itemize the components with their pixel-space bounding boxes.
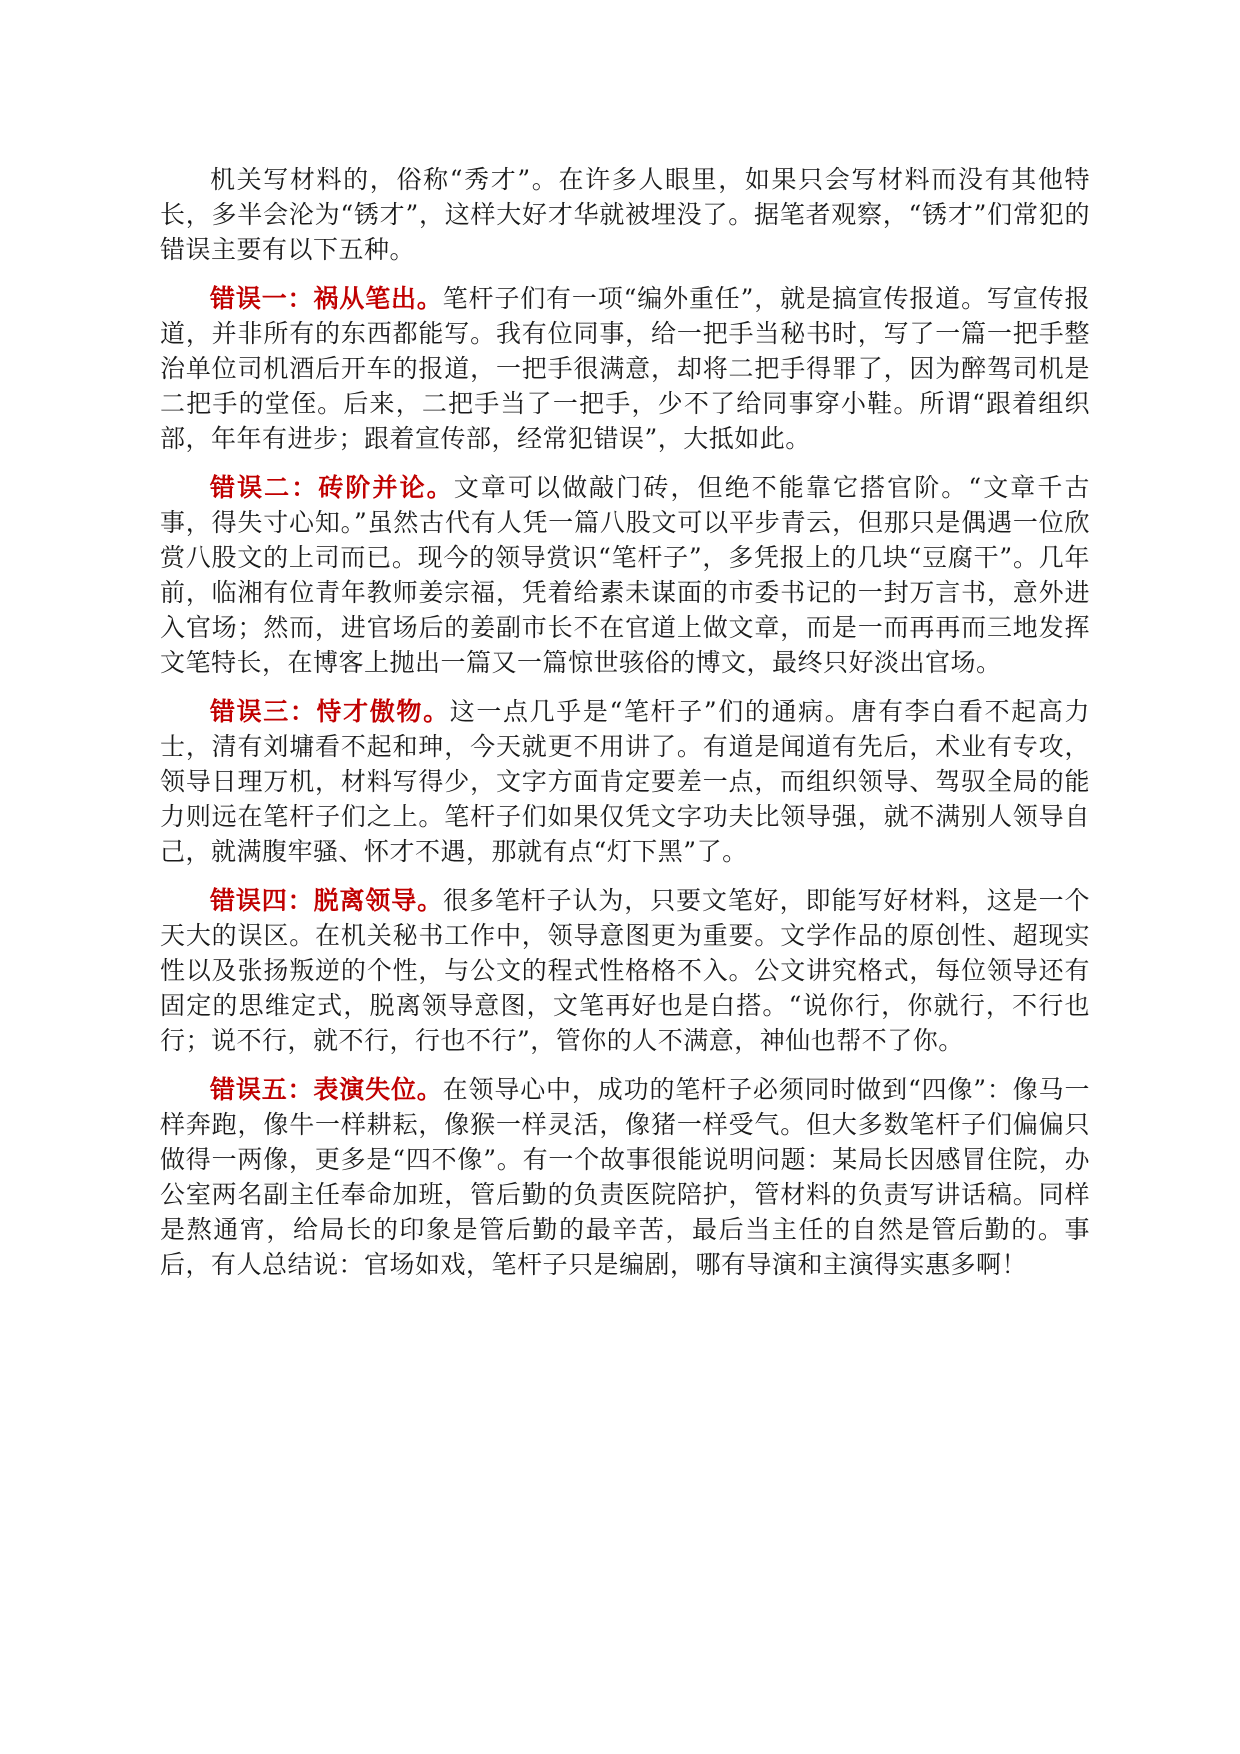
section-error-2 (160, 470, 1090, 680)
section-heading: 错误五：表演失位。 (210, 1075, 443, 1104)
intro-paragraph: 机关写材料的，俗称“秀才”。在许多人眼里，如果只会写材料而没有其他特长，多半会沦为“锈才”，这样大好才华就被埋没了。据笔者观察，“锈才”们常犯的错误主要有以下五种。 (160, 165, 1090, 264)
section-heading: 错误三：恃才傲物。 (210, 697, 450, 726)
section-body: 很多笔杆子认为，只要文笔好，即能写好材料，这是一个天大的误区。在机关秘书工作中，领导意图更为重要。文学作品的原创性、超现实性以及张扬叛逆的个性，与公文的程式性格格不入。公文讲究格式，每位领导还有固定的思维定式，脱离领导意图，文笔再好也是白搭。“说你行，你就行，不行也行；说不行，就不行，行也不行”，管你的人不满意，神仙也帮不了你。 (160, 886, 1090, 1055)
section-body: 文章可以做敲门砖，但绝不能靠它搭官阶。“文章千古事，得失寸心知。”虽然古代有人凭一篇八股文可以平步青云，但那只是偶遇一位欣赏八股文的上司而已。现今的领导赏识“笔杆子”，多凭报上的几块“豆腐干”。几年前，临湘有位青年教师姜宗福，凭着给素未谋面的市委书记的一封万言书，意外进入官场；然而，进官场后的姜副市长不在官道上做文章，而是一而再再而三地发挥文笔特长，在博客上抛出一篇又一篇惊世骇俗的博文，最终只好淡出官场。 (160, 473, 1090, 677)
section-heading: 错误四：脱离领导。 (210, 886, 444, 915)
section-error-1 (160, 281, 1090, 456)
section-error-4 (160, 883, 1090, 1058)
section-body: 这一点几乎是“笔杆子”们的通病。唐有李白看不起高力士，清有刘墉看不起和珅，今天就更不用讲了。有道是闻道有先后，术业有专攻，领导日理万机，材料写得少，文字方面肯定要差一点，而组织领导、驾驭全局的能力则远在笔杆子们之上。笔杆子们如果仅凭文字功夫比领导强，就不满别人领导自己，就满腹牢骚、怀才不遇，那就有点“灯下黑”了。 (160, 697, 1090, 866)
section-body: 在领导心中，成功的笔杆子必须同时做到“四像”：像马一样奔跑，像牛一样耕耘，像猴一样灵活，像猪一样受气。但大多数笔杆子们偏偏只做得一两像，更多是“四不像”。有一个故事很能说明问题：某局长因感冒住院，办公室两名副主任奉命加班，管后勤的负责医院陪护，管材料的负责写讲话稿。同样是熬通宵，给局长的印象是管后勤的最辛苦，最后当主任的自然是管后勤的。事后，有人总结说：官场如戏，笔杆子只是编剧，哪有导演和主演得实惠多啊！ (160, 1075, 1090, 1279)
section-error-5 (160, 1072, 1090, 1282)
section-body: 笔杆子们有一项“编外重任”，就是搞宣传报道。写宣传报道，并非所有的东西都能写。我有位同事，给一把手当秘书时，写了一篇一把手整治单位司机酒后开车的报道，一把手很满意，却将二把手得罪了，因为醉驾司机是二把手的堂侄。后来，二把手当了一把手，少不了给同事穿小鞋。所谓“跟着组织部，年年有进步；跟着宣传部，经常犯错误”，大抵如此。 (160, 284, 1090, 453)
section-heading: 错误一：祸从笔出。 (210, 284, 443, 313)
section-heading: 错误二：砖阶并论。 (210, 473, 454, 502)
section-error-3 (160, 694, 1090, 869)
document-body (160, 162, 1090, 1296)
